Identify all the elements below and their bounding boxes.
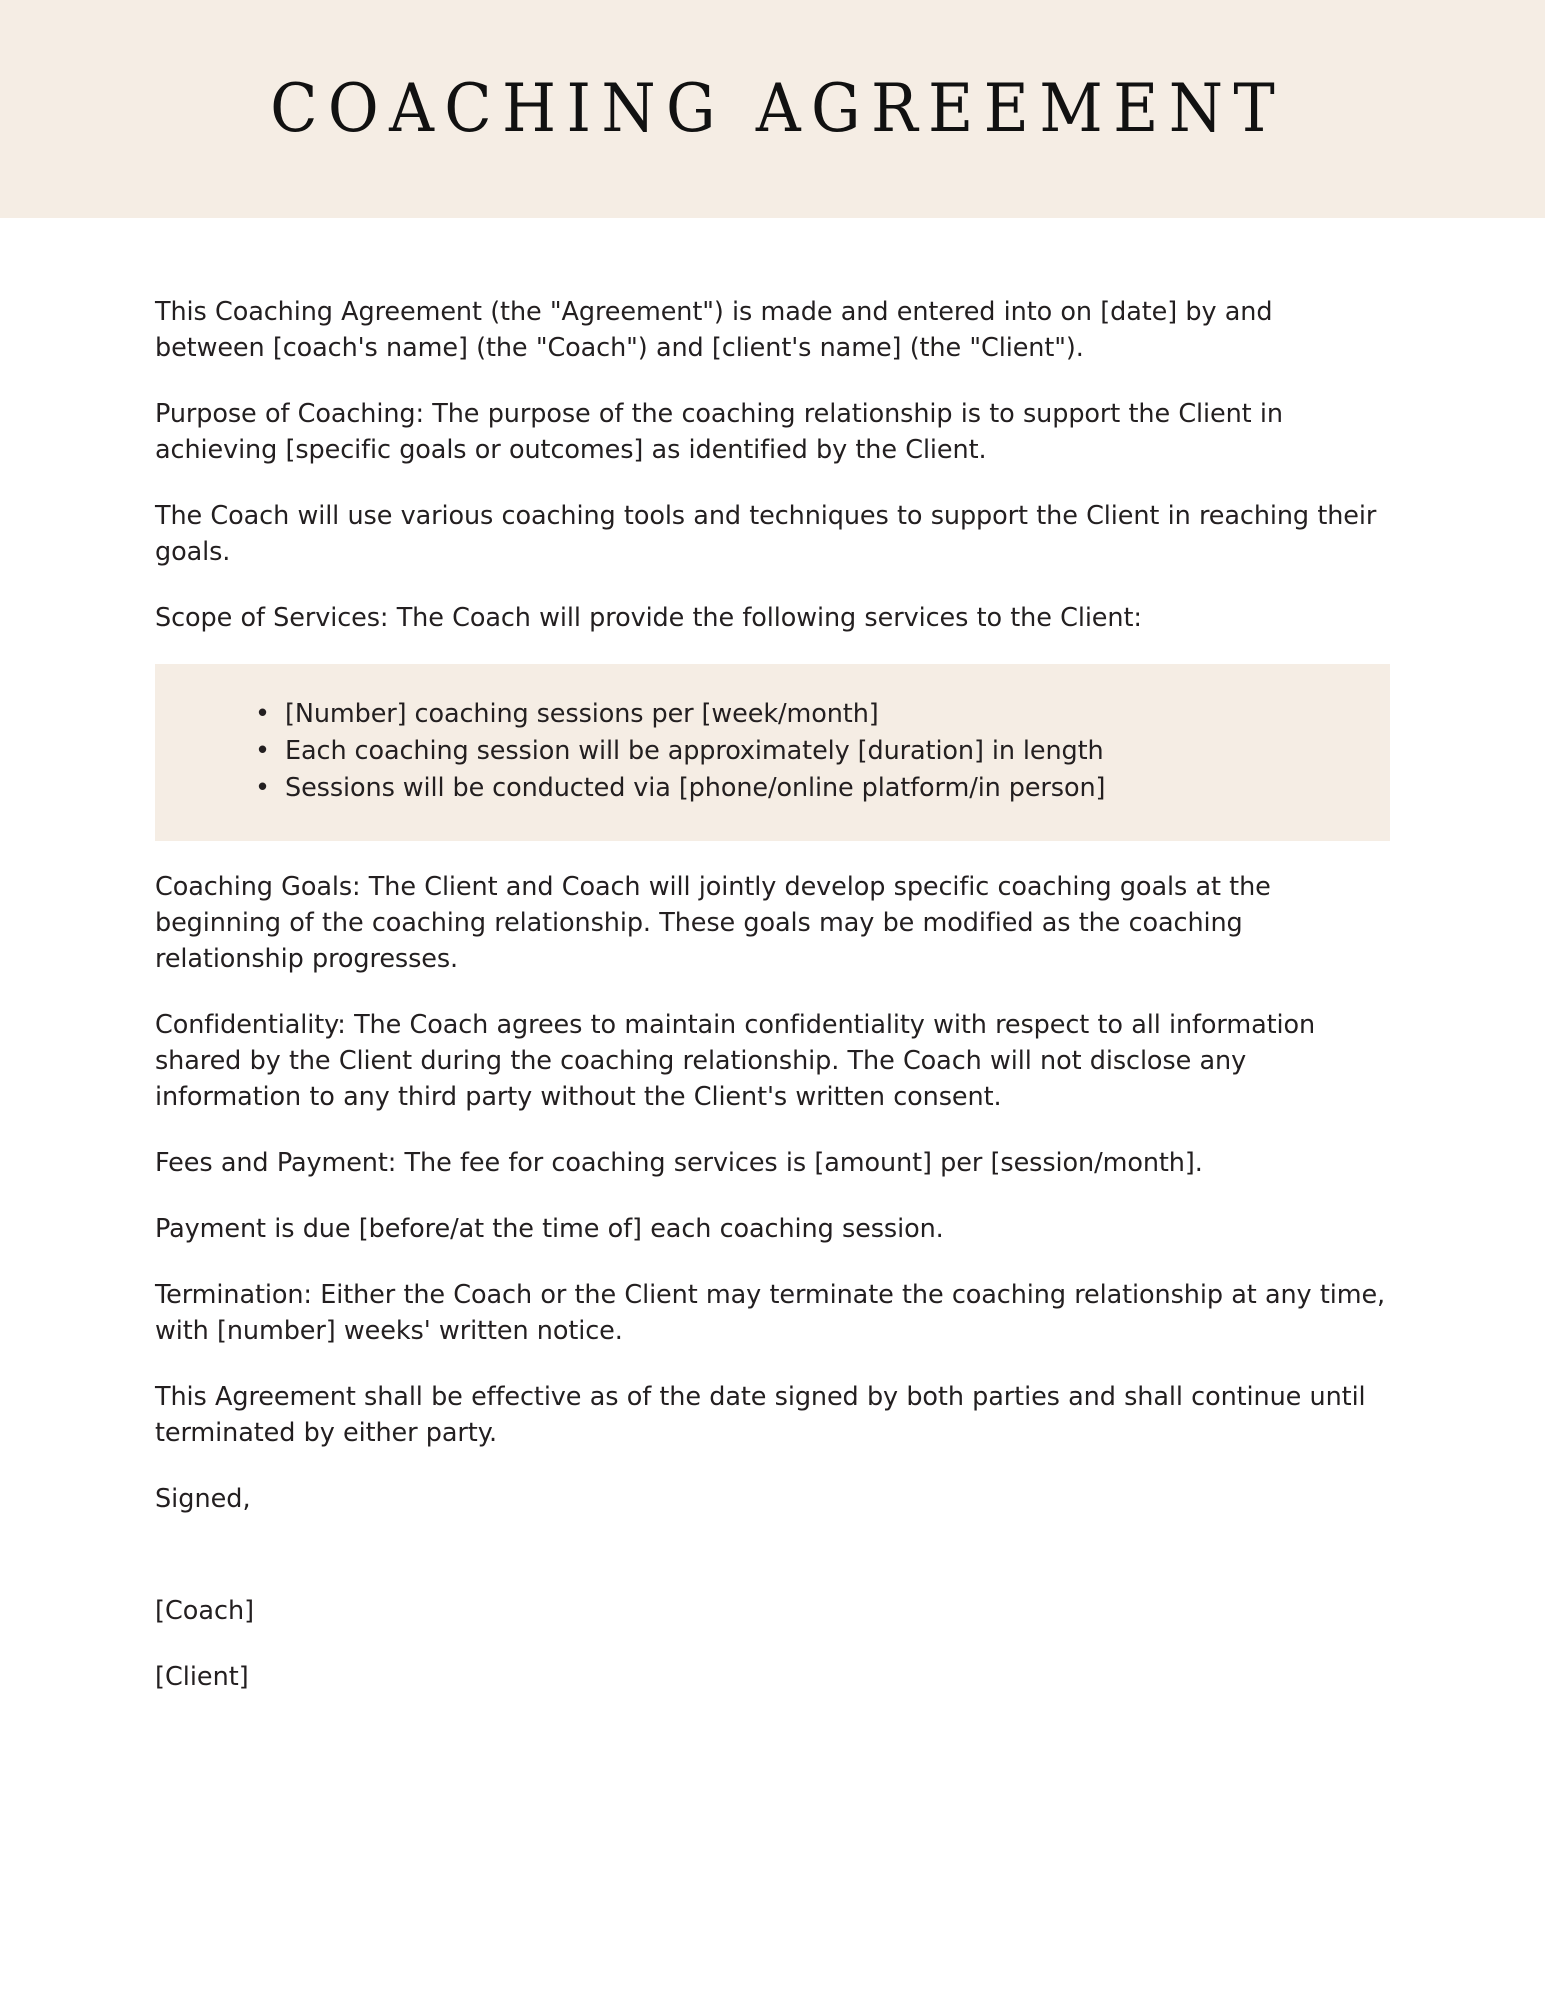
paragraph-effective-date: This Agreement shall be effective as of the date signed by both parties and shall continue until terminated by either party. <box>155 1382 1366 1448</box>
spacer <box>155 1349 1390 1379</box>
list-item-label: Sessions will be conducted via [phone/online platform/in person] <box>285 773 1106 803</box>
spacer <box>155 468 1390 498</box>
scope-of-services-list <box>155 696 1390 807</box>
paragraph-fees-and-payment: Fees and Payment: The fee for coaching services is [amount] per [session/month]. <box>155 1148 1203 1178</box>
bullet-icon: • <box>255 773 270 803</box>
paragraph-payment-due: Payment is due [before/at the time of] each coaching session. <box>155 1214 944 1244</box>
spacer <box>155 841 1390 869</box>
spacer-signature <box>155 1517 1390 1593</box>
document-body <box>155 218 1390 1695</box>
spacer <box>155 977 1390 1007</box>
bullet-icon: • <box>255 699 270 729</box>
coach-signature-line: [Coach] <box>155 1596 255 1626</box>
list-item-label: [Number] coaching sessions per [week/month] <box>285 699 879 729</box>
document-header-band <box>0 0 1545 218</box>
paragraph-coaching-tools: The Coach will use various coaching tools and techniques to support the Client in reaching their goals. <box>155 501 1377 567</box>
paragraph-coaching-goals: Coaching Goals: The Client and Coach will jointly develop specific coaching goals at the beginning of the coaching relationship. These goals may be modified as the coaching relationship progresses. <box>155 872 1271 974</box>
spacer <box>155 570 1390 600</box>
spacer <box>155 1181 1390 1211</box>
page-title: COACHING AGREEMENT <box>270 70 1286 147</box>
paragraph-intro: This Coaching Agreement (the "Agreement") is made and entered into on [date] by and between [coach's name] (the "Coach") and [client's name] (the "Client"). <box>155 297 1273 363</box>
client-signature-line: [Client] <box>155 1662 249 1692</box>
signed-label: Signed, <box>155 1484 251 1514</box>
spacer <box>155 1115 1390 1145</box>
paragraph-termination: Termination: Either the Coach or the Client may terminate the coaching relationship at any time, with [number] weeks' written notice. <box>155 1280 1386 1346</box>
bullet-icon: • <box>255 736 270 766</box>
spacer <box>155 366 1390 396</box>
list-item-label: Each coaching session will be approximately [duration] in length <box>285 736 1104 766</box>
scope-of-services-callout <box>155 664 1390 841</box>
spacer <box>155 636 1390 664</box>
list-item <box>155 770 1390 807</box>
paragraph-scope-of-services: Scope of Services: The Coach will provide the following services to the Client: <box>155 603 1142 633</box>
list-item <box>155 733 1390 770</box>
spacer <box>155 1247 1390 1277</box>
spacer <box>155 1629 1390 1659</box>
spacer-top <box>155 218 1390 294</box>
list-item <box>155 696 1390 733</box>
spacer <box>155 1451 1390 1481</box>
paragraph-confidentiality: Confidentiality: The Coach agrees to maintain confidentiality with respect to all information shared by the Client during the coaching relationship. The Coach will not disclose any information to any third party without the Client's written consent. <box>155 1010 1316 1112</box>
paragraph-purpose-of-coaching: Purpose of Coaching: The purpose of the coaching relationship is to support the Client in achieving [specific goals or outcomes] as identified by the Client. <box>155 399 1283 465</box>
